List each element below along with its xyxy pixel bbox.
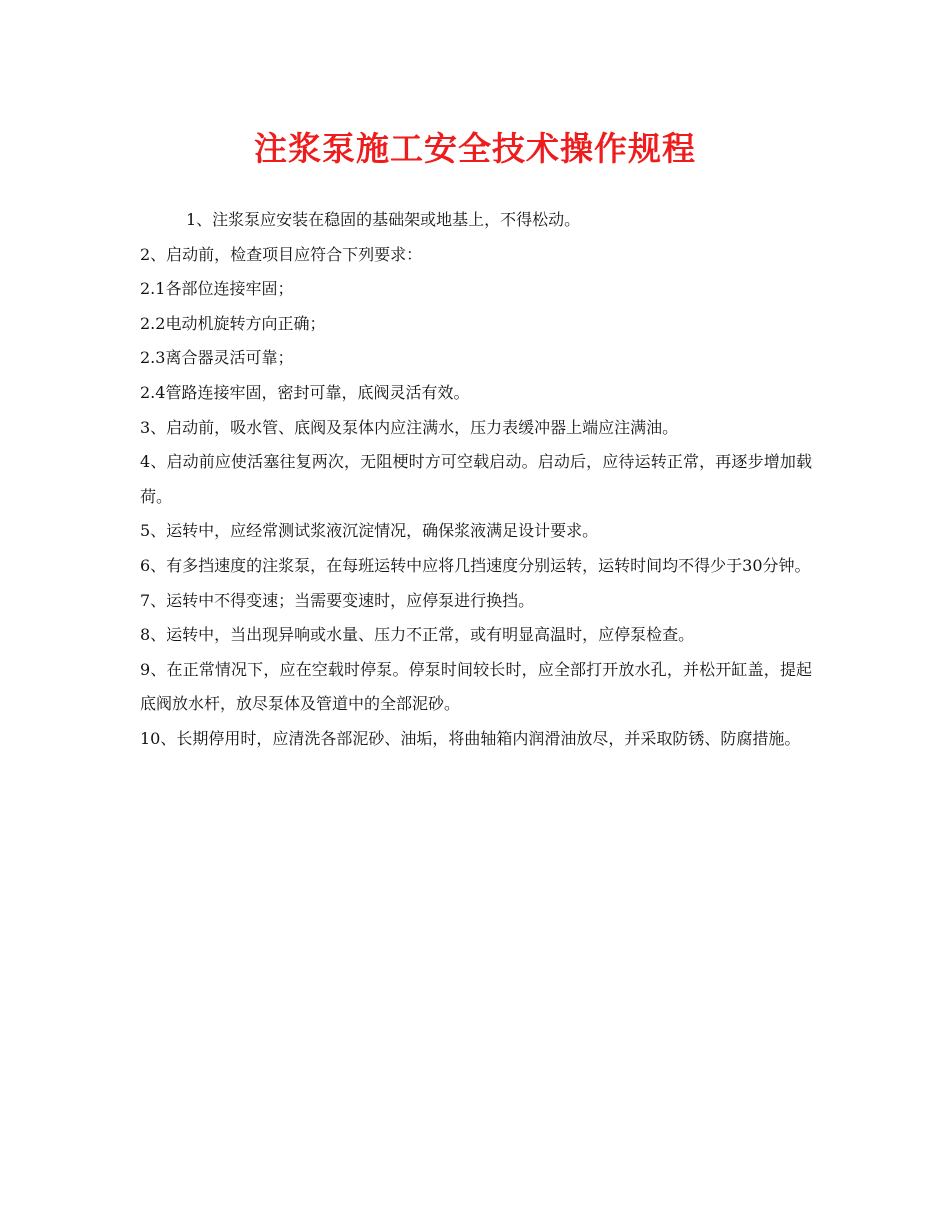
paragraph-7: 7、运转中不得变速；当需要变速时，应停泵进行换挡。 (140, 590, 535, 610)
paragraph-1: 1、注浆泵应安装在稳固的基础架或地基上，不得松动。 (186, 210, 581, 229)
paragraph-2-2: 2.2电动机旋转方向正确； (140, 313, 326, 333)
paragraph-3: 3、启动前，吸水管、底阀及泵体内应注满水，压力表缓冲器上端应注满油。 (140, 417, 679, 437)
paragraph-2-1: 2.1各部位连接牢固； (140, 279, 294, 299)
document-body (140, 203, 812, 757)
paragraph-6: 6、有多挡速度的注浆泵，在每班运转中应将几挡速度分别运转，运转时间均不得少于30分钟。 (140, 555, 811, 575)
paragraph-10: 10、长期停用时，应清洗各部泥砂、油垢，将曲轴箱内润滑油放尽，并采取防锈、防腐措施。 (140, 728, 801, 748)
paragraph-4: 4、启动前应使活塞往复两次，无阻梗时方可空载启动。启动后，应待运转正常，再逐步增加载荷。 (140, 452, 812, 506)
paragraph-8: 8、运转中，当出现异响或水量、压力不正常，或有明显高温时，应停泵检查。 (140, 625, 695, 645)
paragraph-2-3: 2.3离合器灵活可靠； (140, 348, 294, 368)
document-title: 注浆泵施工安全技术操作规程 (254, 129, 696, 168)
paragraph-2: 2、启动前，检查项目应符合下列要求： (140, 244, 423, 264)
paragraph-2-4: 2.4管路连接牢固，密封可靠，底阀灵活有效。 (140, 382, 470, 402)
paragraph-5: 5、运转中，应经常测试浆液沉淀情况，确保浆液满足设计要求。 (140, 521, 599, 541)
paragraph-9: 9、在正常情况下，应在空载时停泵。停泵时间较长时，应全部打开放水孔，并松开缸盖，提起底阀放水杆，放尽泵体及管道中的全部泥砂。 (140, 659, 812, 714)
